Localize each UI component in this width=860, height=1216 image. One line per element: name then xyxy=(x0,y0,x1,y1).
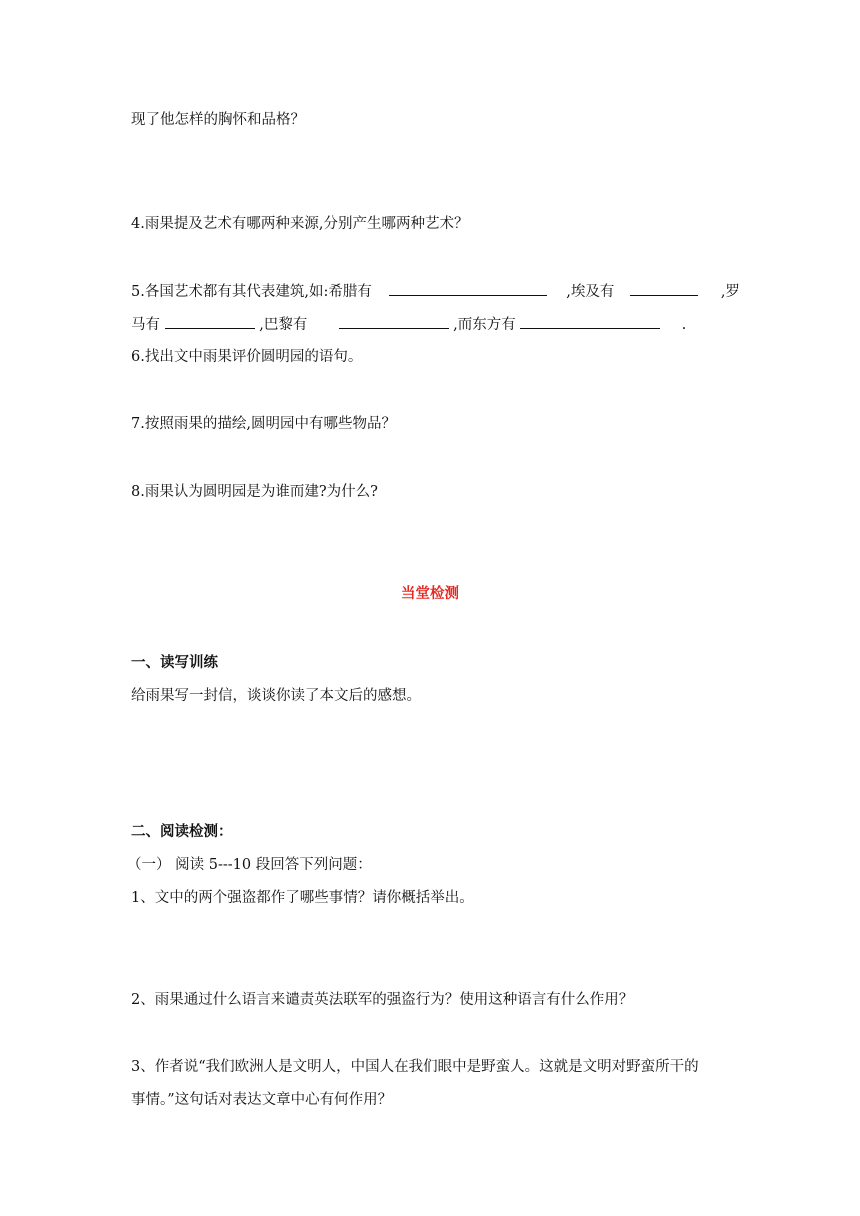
part2-question-3-line-2: 事情。”这句话对表达文章中心有何作用？ xyxy=(131,1092,393,1108)
blank-east[interactable] xyxy=(520,314,660,329)
part1-task: 给雨果写一封信，谈谈你读了本文后的感想。 xyxy=(131,688,421,704)
question-8: 8.雨果认为圆明园是为谁而建?为什么? xyxy=(131,484,378,500)
q5-text-paris: ,巴黎有 xyxy=(259,317,308,333)
blank-rome[interactable] xyxy=(165,314,255,329)
part2-question-1: 1、文中的两个强盗都作了哪些事情？请你概括举出。 xyxy=(131,890,474,906)
part2-subheading: （一） 阅读 5---10 段回答下列问题： xyxy=(127,857,372,873)
q5-period: . xyxy=(681,317,687,333)
blank-egypt[interactable] xyxy=(630,281,698,296)
question-6: 6.找出文中雨果评价圆明园的语句。 xyxy=(131,349,363,365)
question-7: 7.按照雨果的描绘,圆明园中有哪些物品？ xyxy=(131,416,396,432)
q5-text-greece: 5.各国艺术都有其代表建筑,如:希腊有 xyxy=(131,284,372,300)
question-5-line-2 xyxy=(131,314,686,335)
section-title: 当堂检测 xyxy=(401,586,459,602)
question-4: 4.雨果提及艺术有哪两种来源,分别产生哪两种艺术？ xyxy=(131,216,469,232)
part1-heading: 一、读写训练 xyxy=(131,655,218,671)
part2-heading: 二、阅读检测： xyxy=(131,824,233,840)
part2-question-2: 2、雨果通过什么语言来谴责英法联军的强盗行为？使用这种语言有什么作用？ xyxy=(131,992,634,1008)
part2-question-3-line-1: 3、作者说“我们欧洲人是文明人，中国人在我们眼中是野蛮人。这就是文明对野蛮所干的 xyxy=(131,1059,699,1075)
q5-text-east: ,而东方有 xyxy=(453,317,516,333)
blank-greece[interactable] xyxy=(389,281,547,296)
blank-paris[interactable] xyxy=(339,314,449,329)
q5-text-rome: 马有 xyxy=(131,317,160,333)
q5-text-rome-start: ,罗 xyxy=(720,284,740,300)
question-3-continuation: 现了他怎样的胸怀和品格？ xyxy=(131,112,305,128)
q5-text-egypt: ,埃及有 xyxy=(566,284,615,300)
question-5-line-1 xyxy=(131,281,740,302)
